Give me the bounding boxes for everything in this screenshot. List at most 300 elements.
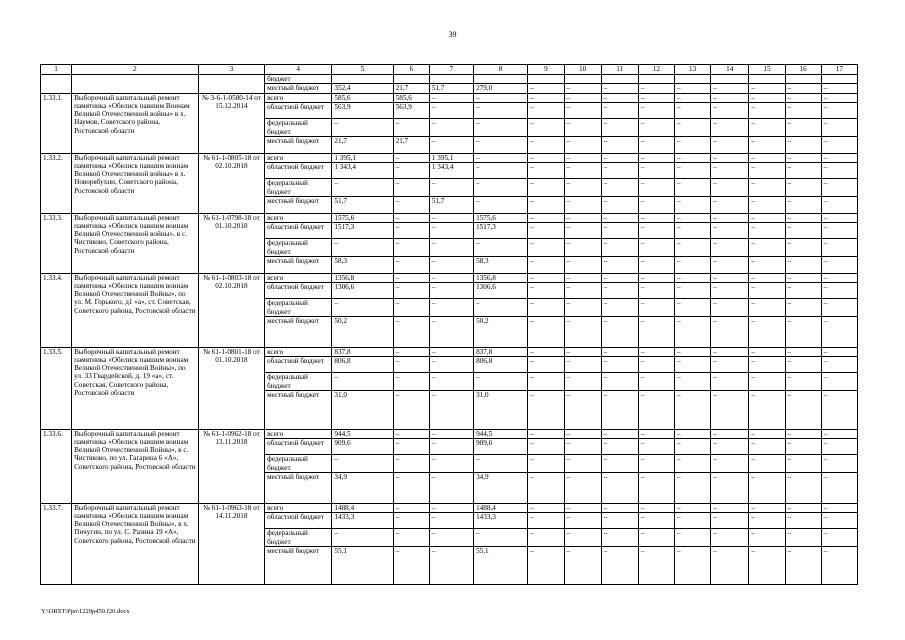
amount-cell: – — [638, 153, 674, 162]
amount-cell: – — [711, 162, 749, 179]
amount-cell: – — [474, 153, 528, 162]
amount-cell: – — [675, 438, 711, 455]
amount-cell: – — [711, 546, 749, 585]
funding-source-cell: местный бюджет — [265, 473, 332, 504]
amount-cell — [638, 75, 674, 84]
amount-cell: – — [785, 299, 821, 317]
amount-cell: – — [638, 391, 674, 430]
amount-cell: – — [821, 119, 857, 137]
amount-cell: – — [785, 429, 821, 438]
amount-cell: – — [564, 153, 601, 162]
amount-cell: – — [821, 473, 857, 504]
amount-cell: – — [821, 546, 857, 585]
funding-source-cell: областной бюджет — [265, 356, 332, 373]
column-number-8: 8 — [474, 65, 528, 75]
amount-cell: – — [821, 179, 857, 197]
amount-cell: – — [675, 102, 711, 119]
amount-cell: – — [429, 473, 473, 504]
column-number-4: 4 — [265, 65, 332, 75]
amount-cell: – — [429, 273, 473, 282]
amount-cell: – — [528, 93, 564, 102]
amount-cell: – — [711, 119, 749, 137]
document-reference: № 3-6-1-0580-14 от 15.12.2014 — [198, 93, 264, 153]
amount-cell: – — [393, 179, 429, 197]
amount-cell: – — [429, 429, 473, 438]
amount-cell: – — [474, 179, 528, 197]
funding-source-cell: областной бюджет — [265, 282, 332, 299]
amount-cell: – — [821, 429, 857, 438]
amount-cell: – — [564, 102, 601, 119]
amount-cell: – — [474, 137, 528, 154]
amount-cell — [564, 75, 601, 84]
amount-cell: – — [675, 473, 711, 504]
amount-cell: – — [564, 179, 601, 197]
amount-cell — [474, 75, 528, 84]
amount-cell: – — [429, 529, 473, 547]
amount-cell: 1488,4 — [474, 503, 528, 512]
funding-source-cell: местный бюджет — [265, 137, 332, 154]
amount-cell: – — [749, 512, 785, 529]
amount-cell: – — [393, 438, 429, 455]
amount-cell: – — [564, 503, 601, 512]
amount-cell: – — [638, 179, 674, 197]
amount-cell: – — [564, 356, 601, 373]
amount-cell: – — [528, 213, 564, 222]
amount-cell: – — [393, 222, 429, 239]
amount-cell: – — [528, 512, 564, 529]
amount-cell: – — [675, 299, 711, 317]
funding-source-cell: всего — [265, 153, 332, 162]
amount-cell: – — [429, 213, 473, 222]
amount-cell: – — [711, 503, 749, 512]
funding-source-cell: федеральный бюджет — [265, 299, 332, 317]
column-number-15: 15 — [749, 65, 785, 75]
page-number: 39 — [448, 30, 457, 39]
amount-cell: – — [711, 347, 749, 356]
amount-cell: – — [785, 213, 821, 222]
amount-cell: – — [711, 429, 749, 438]
funding-source-cell: федеральный бюджет — [265, 179, 332, 197]
amount-cell: – — [749, 438, 785, 455]
amount-cell: – — [675, 512, 711, 529]
column-number-6: 6 — [393, 65, 429, 75]
amount-cell: – — [675, 137, 711, 154]
amount-cell: – — [821, 84, 857, 93]
funding-source-cell: всего — [265, 93, 332, 102]
amount-cell: – — [638, 222, 674, 239]
table-row — [41, 213, 858, 222]
amount-cell: – — [749, 356, 785, 373]
amount-cell: – — [638, 239, 674, 257]
amount-cell: – — [821, 222, 857, 239]
amount-cell: 1517,3 — [474, 222, 528, 239]
amount-cell: – — [638, 356, 674, 373]
amount-cell: – — [821, 317, 857, 348]
amount-cell: – — [601, 438, 638, 455]
amount-cell: – — [393, 197, 429, 214]
amount-cell: – — [429, 179, 473, 197]
amount-cell: – — [564, 299, 601, 317]
amount-cell: 50,2 — [474, 317, 528, 348]
amount-cell: – — [429, 299, 473, 317]
amount-cell: – — [675, 282, 711, 299]
amount-cell: – — [393, 529, 429, 547]
column-number-11: 11 — [601, 65, 638, 75]
amount-cell: – — [393, 503, 429, 512]
amount-cell: – — [821, 197, 857, 214]
amount-cell: – — [601, 239, 638, 257]
amount-cell: – — [332, 455, 393, 473]
document-reference: № 61-1-0963-18 от 14.11.2018 — [198, 503, 264, 585]
amount-cell: – — [601, 473, 638, 504]
amount-cell: – — [785, 84, 821, 93]
amount-cell: – — [638, 347, 674, 356]
amount-cell: – — [601, 84, 638, 93]
amount-cell: – — [821, 299, 857, 317]
amount-cell: – — [675, 317, 711, 348]
amount-cell: – — [638, 473, 674, 504]
amount-cell: 55,1 — [474, 546, 528, 585]
amount-cell: – — [601, 257, 638, 274]
amount-cell: – — [393, 373, 429, 391]
amount-cell: – — [785, 153, 821, 162]
amount-cell: – — [785, 273, 821, 282]
amount-cell: – — [675, 429, 711, 438]
amount-cell: – — [711, 373, 749, 391]
funding-source-cell: всего — [265, 503, 332, 512]
amount-cell: – — [821, 282, 857, 299]
amount-cell — [675, 75, 711, 84]
amount-cell: – — [675, 239, 711, 257]
amount-cell: – — [638, 257, 674, 274]
amount-cell: – — [711, 84, 749, 93]
amount-cell: – — [785, 137, 821, 154]
amount-cell: – — [785, 317, 821, 348]
amount-cell: – — [711, 239, 749, 257]
amount-cell: – — [785, 347, 821, 356]
amount-cell — [711, 75, 749, 84]
amount-cell: – — [601, 529, 638, 547]
amount-cell: – — [528, 282, 564, 299]
amount-cell: – — [564, 546, 601, 585]
amount-cell: 58,3 — [332, 257, 393, 274]
amount-cell: – — [474, 529, 528, 547]
amount-cell: – — [393, 429, 429, 438]
amount-cell: – — [711, 153, 749, 162]
item-number: 1.33.6. — [41, 429, 72, 503]
amount-cell: – — [638, 438, 674, 455]
empty-cell — [198, 75, 264, 94]
amount-cell: 944,5 — [474, 429, 528, 438]
amount-cell: – — [821, 153, 857, 162]
amount-cell: – — [821, 273, 857, 282]
amount-cell: – — [528, 102, 564, 119]
amount-cell: 1356,8 — [474, 273, 528, 282]
amount-cell: 352,4 — [332, 84, 393, 93]
amount-cell: – — [749, 273, 785, 282]
amount-cell: – — [601, 179, 638, 197]
amount-cell: 279,0 — [474, 84, 528, 93]
amount-cell: – — [332, 373, 393, 391]
amount-cell: – — [332, 529, 393, 547]
amount-cell: – — [528, 273, 564, 282]
amount-cell: – — [785, 222, 821, 239]
amount-cell: – — [393, 273, 429, 282]
amount-cell: 1433,3 — [474, 512, 528, 529]
amount-cell: – — [429, 373, 473, 391]
amount-cell: 1306,6 — [474, 282, 528, 299]
amount-cell: 1356,8 — [332, 273, 393, 282]
amount-cell: – — [564, 162, 601, 179]
amount-cell: 563,9 — [393, 102, 429, 119]
funding-source-cell: всего — [265, 347, 332, 356]
amount-cell — [749, 75, 785, 84]
amount-cell: – — [474, 119, 528, 137]
amount-cell: – — [528, 347, 564, 356]
amount-cell: – — [564, 473, 601, 504]
amount-cell: – — [675, 273, 711, 282]
amount-cell: – — [601, 153, 638, 162]
amount-cell: – — [749, 503, 785, 512]
amount-cell: – — [711, 317, 749, 348]
amount-cell: – — [749, 299, 785, 317]
amount-cell: – — [429, 512, 473, 529]
amount-cell: – — [638, 529, 674, 547]
amount-cell: – — [564, 529, 601, 547]
amount-cell: – — [528, 473, 564, 504]
amount-cell: – — [785, 438, 821, 455]
object-name: Выборочный капитальный ремонт памятника «Обелиск павшим воинам Великой Отечественной Войны», по ул. М. Горького, д1 «а», ст. Советская, Советского района, Ростовской области — [72, 273, 199, 347]
amount-cell: – — [429, 102, 473, 119]
amount-cell: – — [785, 356, 821, 373]
amount-cell: 31,0 — [474, 391, 528, 430]
amount-cell: – — [601, 391, 638, 430]
amount-cell: 585,6 — [332, 93, 393, 102]
amount-cell: – — [429, 546, 473, 585]
column-number-16: 16 — [785, 65, 821, 75]
amount-cell: – — [429, 455, 473, 473]
amount-cell: – — [821, 391, 857, 430]
amount-cell: – — [821, 438, 857, 455]
amount-cell: – — [564, 455, 601, 473]
amount-cell: – — [821, 356, 857, 373]
amount-cell: – — [564, 137, 601, 154]
amount-cell: – — [749, 239, 785, 257]
amount-cell: – — [564, 429, 601, 438]
amount-cell: – — [601, 119, 638, 137]
file-path-footer: Y:\ORST\Ppo\1229p459.f20.docx — [41, 608, 130, 615]
amount-cell: – — [601, 373, 638, 391]
amount-cell: – — [675, 455, 711, 473]
amount-cell: – — [528, 257, 564, 274]
amount-cell: – — [675, 347, 711, 356]
amount-cell: – — [564, 273, 601, 282]
amount-cell: 909,6 — [474, 438, 528, 455]
amount-cell: – — [675, 391, 711, 430]
amount-cell: – — [474, 299, 528, 317]
amount-cell: 21,7 — [332, 137, 393, 154]
amount-cell: – — [749, 429, 785, 438]
amount-cell: – — [601, 347, 638, 356]
column-number-5: 5 — [332, 65, 393, 75]
amount-cell: – — [528, 222, 564, 239]
amount-cell: – — [474, 373, 528, 391]
amount-cell: – — [393, 546, 429, 585]
amount-cell: – — [785, 373, 821, 391]
amount-cell: – — [785, 529, 821, 547]
amount-cell: – — [564, 239, 601, 257]
amount-cell: – — [785, 162, 821, 179]
amount-cell: – — [638, 546, 674, 585]
amount-cell: – — [711, 438, 749, 455]
amount-cell: 837,8 — [474, 347, 528, 356]
amount-cell: – — [785, 391, 821, 430]
amount-cell: – — [749, 93, 785, 102]
column-number-9: 9 — [528, 65, 564, 75]
amount-cell: 563,9 — [332, 102, 393, 119]
amount-cell: – — [821, 239, 857, 257]
amount-cell: – — [749, 529, 785, 547]
amount-cell: – — [601, 222, 638, 239]
amount-cell: – — [564, 512, 601, 529]
object-name: Выборочный капитальный ремонт памятника «Обелиск павшим воинам Великой Отечественной Войны», в с. Чистяково, по ул. Гагарина 6 «А», Советского района, Ростовской области — [72, 429, 199, 503]
funding-source-cell: федеральный бюджет — [265, 239, 332, 257]
amount-cell: – — [393, 512, 429, 529]
amount-cell: – — [564, 347, 601, 356]
amount-cell: – — [749, 119, 785, 137]
amount-cell: – — [749, 197, 785, 214]
amount-cell: – — [393, 391, 429, 430]
amount-cell: – — [638, 317, 674, 348]
amount-cell: – — [785, 503, 821, 512]
amount-cell: – — [675, 153, 711, 162]
amount-cell: 50,2 — [332, 317, 393, 348]
amount-cell: – — [601, 455, 638, 473]
amount-cell: – — [393, 162, 429, 179]
continuation-row — [41, 75, 858, 84]
amount-cell: – — [638, 273, 674, 282]
amount-cell: – — [601, 512, 638, 529]
amount-cell: – — [675, 213, 711, 222]
amount-cell: – — [528, 84, 564, 93]
table-row — [41, 347, 858, 356]
document-reference: № 61-1-0803-18 от 02.10.2018 — [198, 273, 264, 347]
table-row — [41, 273, 858, 282]
amount-cell: – — [429, 222, 473, 239]
amount-cell: 51,7 — [429, 197, 473, 214]
amount-cell: – — [332, 239, 393, 257]
amount-cell: – — [393, 455, 429, 473]
amount-cell: – — [749, 102, 785, 119]
funding-source-cell: областной бюджет — [265, 162, 332, 179]
amount-cell: – — [638, 282, 674, 299]
column-number-17: 17 — [821, 65, 857, 75]
amount-cell: – — [528, 119, 564, 137]
amount-cell: – — [429, 93, 473, 102]
amount-cell: 34,9 — [332, 473, 393, 504]
amount-cell: – — [528, 529, 564, 547]
amount-cell: – — [821, 373, 857, 391]
amount-cell: – — [601, 162, 638, 179]
amount-cell: – — [638, 162, 674, 179]
amount-cell: – — [429, 137, 473, 154]
amount-cell: – — [474, 197, 528, 214]
amount-cell: – — [675, 529, 711, 547]
amount-cell: – — [393, 239, 429, 257]
amount-cell: – — [711, 137, 749, 154]
amount-cell: – — [821, 213, 857, 222]
amount-cell: – — [749, 84, 785, 93]
amount-cell: – — [429, 356, 473, 373]
amount-cell: – — [528, 373, 564, 391]
amount-cell: – — [821, 137, 857, 154]
amount-cell: – — [711, 391, 749, 430]
amount-cell: – — [528, 546, 564, 585]
amount-cell: – — [711, 512, 749, 529]
amount-cell: – — [393, 213, 429, 222]
amount-cell: – — [821, 347, 857, 356]
amount-cell: – — [601, 429, 638, 438]
amount-cell: 585,6 — [393, 93, 429, 102]
amount-cell: – — [711, 282, 749, 299]
funding-source-cell: всего — [265, 429, 332, 438]
amount-cell: – — [638, 503, 674, 512]
funding-source-cell: всего — [265, 213, 332, 222]
amount-cell: – — [638, 137, 674, 154]
amount-cell: – — [528, 179, 564, 197]
amount-cell: – — [711, 102, 749, 119]
amount-cell: – — [564, 197, 601, 214]
amount-cell: 1517,3 — [332, 222, 393, 239]
amount-cell: 51,7 — [429, 84, 473, 93]
amount-cell: – — [675, 356, 711, 373]
amount-cell — [429, 75, 473, 84]
amount-cell: – — [675, 503, 711, 512]
amount-cell: – — [528, 153, 564, 162]
amount-cell: 1306,6 — [332, 282, 393, 299]
budget-table — [40, 64, 858, 585]
amount-cell: – — [528, 503, 564, 512]
amount-cell: – — [474, 93, 528, 102]
amount-cell: – — [601, 356, 638, 373]
amount-cell: – — [638, 299, 674, 317]
amount-cell — [393, 75, 429, 84]
amount-cell: – — [528, 455, 564, 473]
amount-cell: – — [711, 529, 749, 547]
funding-source-cell: местный бюджет — [265, 546, 332, 585]
table-row — [41, 93, 858, 102]
amount-cell: – — [564, 438, 601, 455]
amount-cell: – — [785, 282, 821, 299]
amount-cell: – — [711, 257, 749, 274]
column-number-12: 12 — [638, 65, 674, 75]
amount-cell: – — [749, 473, 785, 504]
funding-source-cell: местный бюджет — [265, 317, 332, 348]
amount-cell: – — [749, 257, 785, 274]
amount-cell: – — [564, 391, 601, 430]
amount-cell: – — [393, 356, 429, 373]
amount-cell: – — [528, 391, 564, 430]
column-number-13: 13 — [675, 65, 711, 75]
column-number-1: 1 — [41, 65, 72, 75]
amount-cell: – — [429, 282, 473, 299]
document-reference: № 61-1-0801-18 от 01.10.2018 — [198, 347, 264, 429]
amount-cell: – — [638, 213, 674, 222]
amount-cell: – — [749, 373, 785, 391]
amount-cell — [821, 75, 857, 84]
amount-cell: – — [675, 84, 711, 93]
amount-cell: – — [638, 455, 674, 473]
